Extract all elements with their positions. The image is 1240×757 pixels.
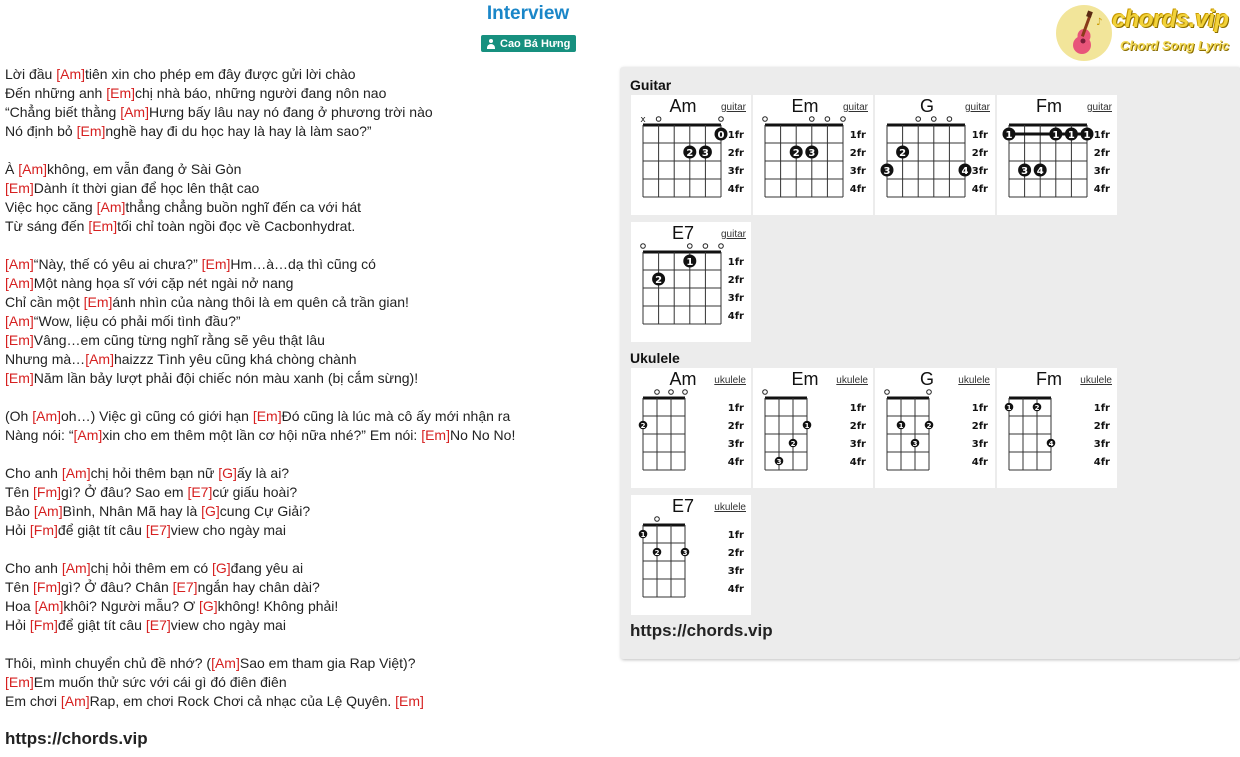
lyric-text: Hỏi [5, 617, 30, 633]
lyric-text: nghề hay đi du học hay là hay là làm sao?” [105, 123, 372, 139]
chord-link[interactable]: [Em] [395, 693, 424, 709]
chord-diagram-guitar-fm[interactable] [997, 95, 1117, 215]
nut [643, 251, 721, 254]
lyric-text: Em muốn thử sức với cái gì đó điên điên [33, 674, 287, 690]
finger-number: 2 [899, 147, 907, 159]
lyric-text: Nó định bỏ [5, 123, 77, 139]
fret-label: 3fr [727, 166, 744, 177]
lyric-text: gì? Ở đâu? Chân [61, 579, 173, 595]
chord-link[interactable]: [Em] [421, 427, 450, 443]
chord-diagram-ukulele-em[interactable] [753, 368, 873, 488]
fret-label: 2fr [849, 421, 866, 432]
lyric-line [5, 255, 615, 274]
chord-link[interactable]: [Am] [5, 256, 34, 272]
nut [765, 124, 843, 127]
lyric-text: Sao em tham gia Rap Việt)? [239, 655, 416, 671]
fret-label: 4fr [971, 457, 988, 468]
fret-label: 2fr [1093, 421, 1110, 432]
chord-name: Am [669, 96, 697, 116]
chord-link[interactable]: [Em] [76, 123, 106, 139]
fret-label: 1fr [727, 530, 744, 541]
nut [765, 397, 807, 400]
chord-link[interactable]: [Am] [96, 199, 126, 215]
fret-label: 1fr [727, 130, 744, 141]
lyric-text: “Wow, liệu có phải mối tình đầu?” [33, 313, 241, 329]
lyric-text: Thôi, mình chuyển chủ đề nhớ? ( [5, 655, 212, 671]
lyric-text: Đến những anh [5, 85, 107, 101]
instrument-tag-link[interactable]: ukulele [714, 502, 746, 513]
finger-number: 1 [640, 530, 646, 539]
finger-number: 1 [1006, 403, 1012, 412]
lyric-line [5, 559, 615, 578]
lyric-text: Lời đầu [5, 66, 57, 82]
lyric-line [5, 312, 615, 331]
fret-label: 2fr [971, 421, 988, 432]
lyric-line [5, 331, 615, 350]
finger-number: 2 [686, 147, 694, 159]
lyric-text: Tên [5, 484, 34, 500]
fret-label: 4fr [971, 184, 988, 195]
finger-number: 3 [701, 147, 709, 159]
chord-link[interactable]: [Em] [5, 370, 34, 386]
finger-number: 3 [1021, 165, 1029, 177]
ukulele-section-label: Ukulele [630, 350, 680, 366]
open-string-marker [641, 244, 646, 249]
fret-label: 4fr [1093, 184, 1110, 195]
finger-number: 3 [912, 439, 918, 448]
fret-label: 3fr [849, 439, 866, 450]
finger-number: 2 [790, 439, 796, 448]
logo-brand: chords.vip [1112, 6, 1229, 33]
lyric-line [5, 597, 615, 616]
finger-number: 1 [1067, 129, 1075, 141]
lyric-text: Việc học căng [5, 199, 97, 215]
lyric-line [5, 293, 615, 312]
lyric-text: Năm lần bảy lượt phải đội chiếc nón màu xanh (bị cắm sừng)! [33, 370, 419, 386]
chord-name: Fm [1036, 369, 1062, 389]
footer-url[interactable]: https://chords.vip [5, 729, 148, 748]
fret-label: 1fr [727, 257, 744, 268]
lyric-line [5, 502, 615, 521]
instrument-tag-link[interactable]: guitar [842, 102, 868, 113]
muted-string-marker: x [640, 115, 646, 125]
finger-number: 3 [776, 457, 782, 466]
chord-link[interactable]: [Fm] [29, 617, 58, 633]
nut [1009, 397, 1051, 400]
instrument-tag-link[interactable]: ukulele [714, 375, 746, 386]
lyric-text: Một nàng họa sĩ với cặp nét ngài nở nang [33, 275, 294, 291]
lyric-text: Cho anh [5, 465, 62, 481]
chord-name: Fm [1036, 96, 1062, 116]
lyric-text: ngắn hay chân dài? [197, 579, 320, 595]
fret-label: 1fr [849, 130, 866, 141]
lyric-text: haizzz Tình yêu cũng khá chòng chành [113, 351, 357, 367]
lyric-text: Đó cũng là lúc mà cô ấy mới nhận ra [281, 408, 511, 424]
lyric-text: “Này, thế có yêu ai chưa?” [33, 256, 202, 272]
open-string-marker [916, 117, 921, 122]
instrument-tag-link[interactable]: ukulele [1080, 375, 1112, 386]
author-badge[interactable] [481, 35, 576, 52]
fret-label: 2fr [849, 148, 866, 159]
nut [1009, 124, 1087, 127]
lyric-text: Nhưng mà… [5, 351, 86, 367]
chord-link[interactable]: [Am] [85, 351, 114, 367]
finger-number: 3 [682, 548, 688, 557]
finger-number: 1 [1005, 129, 1013, 141]
lyric-text: (Oh [5, 408, 33, 424]
panel-url[interactable]: https://chords.vip [630, 621, 773, 640]
lyric-text: Bảo [5, 503, 34, 519]
blank-line [5, 635, 615, 654]
instrument-tag-link[interactable]: guitar [720, 229, 746, 240]
open-string-marker [655, 390, 660, 395]
chord-diagram-guitar-am[interactable] [631, 95, 751, 215]
chord-name: Em [791, 96, 819, 116]
lyric-text: thẳng chẳng buồn nghĩ đến ca với hát [125, 199, 362, 215]
chord-link[interactable]: [Em] [83, 294, 113, 310]
lyric-text: xin cho em thêm một lần cơ hội nữa nhé?” Em nói: [102, 427, 422, 443]
finger-number: 1 [686, 256, 694, 268]
finger-number: 4 [1048, 439, 1054, 448]
instrument-tag-link[interactable]: guitar [1086, 102, 1112, 113]
lyric-text: Vâng…em cũng từng nghĩ rằng sẽ yêu thật lâu [33, 332, 325, 348]
lyric-line [5, 160, 615, 179]
finger-number: 3 [808, 147, 816, 159]
open-string-marker [688, 244, 693, 249]
chord-link[interactable]: [Em] [201, 256, 231, 272]
lyric-text: không, em vẫn đang ở Sài Gòn [47, 161, 242, 177]
chord-panel [620, 67, 1240, 659]
instrument-tag-link[interactable]: guitar [720, 102, 746, 113]
chord-link[interactable]: [Fm] [29, 522, 58, 538]
lyric-line [5, 464, 615, 483]
lyric-line [5, 407, 615, 426]
open-string-marker [669, 390, 674, 395]
lyrics-block [5, 65, 615, 711]
chord-link[interactable]: [Em] [5, 674, 34, 690]
blank-line [5, 236, 615, 255]
finger-number: 1 [898, 421, 904, 430]
chord-name: E7 [671, 223, 695, 243]
fret-label: 2fr [727, 548, 744, 559]
lyric-line [5, 578, 615, 597]
finger-number: 2 [655, 274, 663, 286]
lyric-text: Bình, Nhân Mã hay là [62, 503, 202, 519]
lyric-line [5, 198, 615, 217]
lyric-line [5, 616, 615, 635]
chord-diagram-guitar-g[interactable] [875, 95, 995, 215]
fret-label: 3fr [971, 439, 988, 450]
lyric-line [5, 692, 615, 711]
chord-diagram-guitar-em[interactable] [753, 95, 873, 215]
lyric-text: cứ giấu hoài? [212, 484, 298, 500]
site-logo[interactable] [1054, 3, 1240, 63]
author-name: Cao Bá Hưng [500, 37, 571, 50]
fret-label: 3fr [849, 166, 866, 177]
fret-label: 3fr [971, 166, 988, 177]
lyric-text: Từ sáng đến [5, 218, 89, 234]
lyric-text: Hỏi [5, 522, 30, 538]
finger-number: 2 [654, 548, 660, 557]
fret-label: 4fr [727, 457, 744, 468]
chord-link[interactable]: [Am] [60, 693, 90, 709]
instrument-tag-link[interactable]: guitar [964, 102, 990, 113]
lyric-text: oh…) Việc gì cũng có giới hạn [61, 408, 253, 424]
lyric-text: gì? Ở đâu? Sao em [61, 484, 188, 500]
lyric-text: Nàng nói: “ [5, 427, 74, 443]
open-string-marker [719, 244, 724, 249]
instrument-tag-link[interactable]: ukulele [958, 375, 990, 386]
finger-number: 1 [1052, 129, 1060, 141]
chord-name: G [919, 369, 934, 389]
lyric-text: “Chẳng biết thằng [5, 104, 121, 120]
nut [887, 397, 929, 400]
fret-label: 4fr [727, 184, 744, 195]
finger-number: 1 [1083, 129, 1091, 141]
song-title: Interview [486, 3, 570, 24]
finger-number: 2 [640, 421, 646, 430]
chord-link[interactable]: [G] [198, 598, 218, 614]
fret-label: 4fr [727, 311, 744, 322]
finger-number: 2 [1034, 403, 1040, 412]
fret-label: 4fr [727, 584, 744, 595]
lyric-text: tối chỉ toàn ngồi đọc về Cacbonhydrat. [117, 218, 356, 234]
fret-label: 1fr [971, 130, 988, 141]
lyric-text: tiên xin cho phép em đây được gửi lời chào [85, 66, 356, 82]
open-string-marker [683, 390, 688, 395]
lyric-text: chị hỏi thêm em có [90, 560, 212, 576]
person-icon [487, 39, 495, 49]
lyric-line [5, 426, 615, 445]
nut [643, 524, 685, 527]
lyric-text: Hm…à…dạ thì cũng có [230, 256, 376, 272]
chord-name: Em [791, 369, 819, 389]
open-string-marker [703, 244, 708, 249]
blank-line [5, 445, 615, 464]
chord-link[interactable]: [E7] [145, 522, 171, 538]
open-string-marker [655, 517, 660, 522]
fret-label: 2fr [971, 148, 988, 159]
lyric-text: để giật tít câu [57, 522, 146, 538]
open-string-marker [656, 117, 661, 122]
nut [643, 124, 721, 127]
lyric-text: Hưng bấy lâu nay nó đang ở phương trời nào [148, 104, 433, 120]
fret-label: 4fr [849, 184, 866, 195]
chord-link[interactable]: [Am] [61, 560, 91, 576]
lyric-line [5, 179, 615, 198]
chord-link[interactable]: [Em] [106, 85, 136, 101]
lyric-text: Hoa [5, 598, 35, 614]
lyric-text: chị nhà báo, những người đang nôn nao [135, 85, 387, 101]
lyric-text: Rap, em chơi Rock Chơi cả nhạc của Lệ Quyên. [89, 693, 396, 709]
chord-link[interactable]: [Am] [211, 655, 240, 671]
chord-link[interactable]: [G] [201, 503, 220, 519]
lyric-line [5, 65, 615, 84]
chord-link[interactable]: [G] [212, 560, 231, 576]
lyric-text: Dành ít thời gian để học lên thật cao [33, 180, 260, 196]
fret-label: 3fr [727, 293, 744, 304]
lyric-text: À [5, 161, 19, 177]
lyric-text: view cho ngày mai [170, 617, 286, 633]
lyric-line [5, 521, 615, 540]
chord-diagram-ukulele-fm[interactable] [997, 368, 1117, 488]
open-string-marker [810, 117, 815, 122]
chord-link[interactable]: [Am] [5, 275, 34, 291]
chord-link[interactable]: [Fm] [33, 484, 62, 500]
fret-label: 2fr [1093, 148, 1110, 159]
lyric-line [5, 122, 615, 141]
lyric-line [5, 369, 615, 388]
open-string-marker [763, 117, 768, 122]
lyric-text: ấy là ai? [236, 465, 290, 481]
fret-label: 4fr [849, 457, 866, 468]
chord-link[interactable]: [E7] [145, 617, 171, 633]
chord-link[interactable]: [Fm] [33, 579, 62, 595]
lyric-line [5, 483, 615, 502]
lyric-text: Chỉ cần một [5, 294, 84, 310]
finger-number: 4 [961, 165, 969, 177]
guitar-section-label: Guitar [630, 77, 672, 93]
open-string-marker [947, 117, 952, 122]
chord-link[interactable]: [Am] [120, 104, 149, 120]
fret-label: 3fr [727, 566, 744, 577]
lyric-text: cung Cự Giải? [219, 503, 311, 519]
chord-link[interactable]: [Am] [73, 427, 103, 443]
lyric-text: Tên [5, 579, 34, 595]
lyric-text: ánh nhìn của nàng thôi là em quên cả trần gian! [112, 294, 409, 310]
open-string-marker [763, 390, 768, 395]
nut [887, 124, 965, 127]
chord-link[interactable]: [Am] [5, 313, 34, 329]
fret-label: 3fr [727, 439, 744, 450]
fret-label: 2fr [727, 421, 744, 432]
chord-diagram-ukulele-am[interactable] [631, 368, 751, 488]
chord-link[interactable]: [Am] [61, 465, 91, 481]
finger-number: 2 [792, 147, 800, 159]
lyric-line [5, 654, 615, 673]
lyric-line [5, 84, 615, 103]
chord-link[interactable]: [E7] [187, 484, 213, 500]
lyric-line [5, 274, 615, 293]
chord-link[interactable]: [Em] [88, 218, 118, 234]
fret-label: 3fr [1093, 166, 1110, 177]
lyric-line [5, 673, 615, 692]
chord-link[interactable]: [Am] [34, 598, 64, 614]
lyric-text: chị hỏi thêm bạn nữ [90, 465, 219, 481]
fret-label: 2fr [727, 148, 744, 159]
lyric-text: đang yêu ai [230, 560, 304, 576]
fret-label: 1fr [1093, 130, 1110, 141]
chord-diagram-guitar-e7[interactable] [631, 222, 751, 342]
fret-label: 1fr [971, 403, 988, 414]
fret-label: 1fr [727, 403, 744, 414]
lyric-text: view cho ngày mai [170, 522, 286, 538]
fret-label: 1fr [849, 403, 866, 414]
chord-diagram-ukulele-g[interactable] [875, 368, 995, 488]
lyric-line [5, 217, 615, 236]
chord-link[interactable]: [G] [218, 465, 237, 481]
blank-line [5, 141, 615, 160]
finger-number: 2 [926, 421, 932, 430]
lyric-text: để giật tít câu [57, 617, 146, 633]
instrument-tag-link[interactable]: ukulele [836, 375, 868, 386]
fret-label: 3fr [1093, 439, 1110, 450]
chord-diagram-ukulele-e7[interactable] [631, 495, 751, 615]
lyric-line [5, 350, 615, 369]
guitar-logo-icon [1056, 5, 1112, 61]
open-string-marker [719, 117, 724, 122]
chord-link[interactable]: [Am] [32, 408, 62, 424]
chord-name: E7 [671, 496, 695, 516]
open-string-marker [885, 390, 890, 395]
lyric-text: không! Không phải! [217, 598, 339, 614]
chord-link[interactable]: [Am] [18, 161, 48, 177]
open-string-marker [825, 117, 830, 122]
lyric-text: Em chơi [5, 693, 61, 709]
fret-label: 4fr [1093, 457, 1110, 468]
chord-link[interactable]: [Am] [33, 503, 63, 519]
chord-link[interactable]: [E7] [172, 579, 198, 595]
finger-number: 4 [1036, 165, 1044, 177]
svg-text:♪: ♪ [1096, 17, 1103, 28]
chord-name: Am [669, 369, 697, 389]
logo-tagline: Chord Song Lyric [1120, 38, 1230, 53]
open-string-marker [927, 390, 932, 395]
nut [643, 397, 685, 400]
lyric-text: Cho anh [5, 560, 62, 576]
lyric-text: No No No! [449, 427, 516, 443]
blank-line [5, 388, 615, 407]
fret-label: 1fr [1093, 403, 1110, 414]
chord-name: G [919, 96, 934, 116]
finger-number: 1 [804, 421, 810, 430]
lyric-line [5, 103, 615, 122]
finger-number: 0 [717, 129, 725, 141]
fret-label: 2fr [727, 275, 744, 286]
chord-link[interactable]: [Em] [5, 180, 34, 196]
open-string-marker [841, 117, 846, 122]
blank-line [5, 540, 615, 559]
chord-link[interactable]: [Am] [56, 66, 85, 82]
open-string-marker [932, 117, 937, 122]
finger-number: 3 [883, 165, 891, 177]
chord-link[interactable]: [Em] [5, 332, 34, 348]
lyric-text: khôi? Người mẫu? Ơ [63, 598, 199, 614]
chord-link[interactable]: [Em] [252, 408, 282, 424]
